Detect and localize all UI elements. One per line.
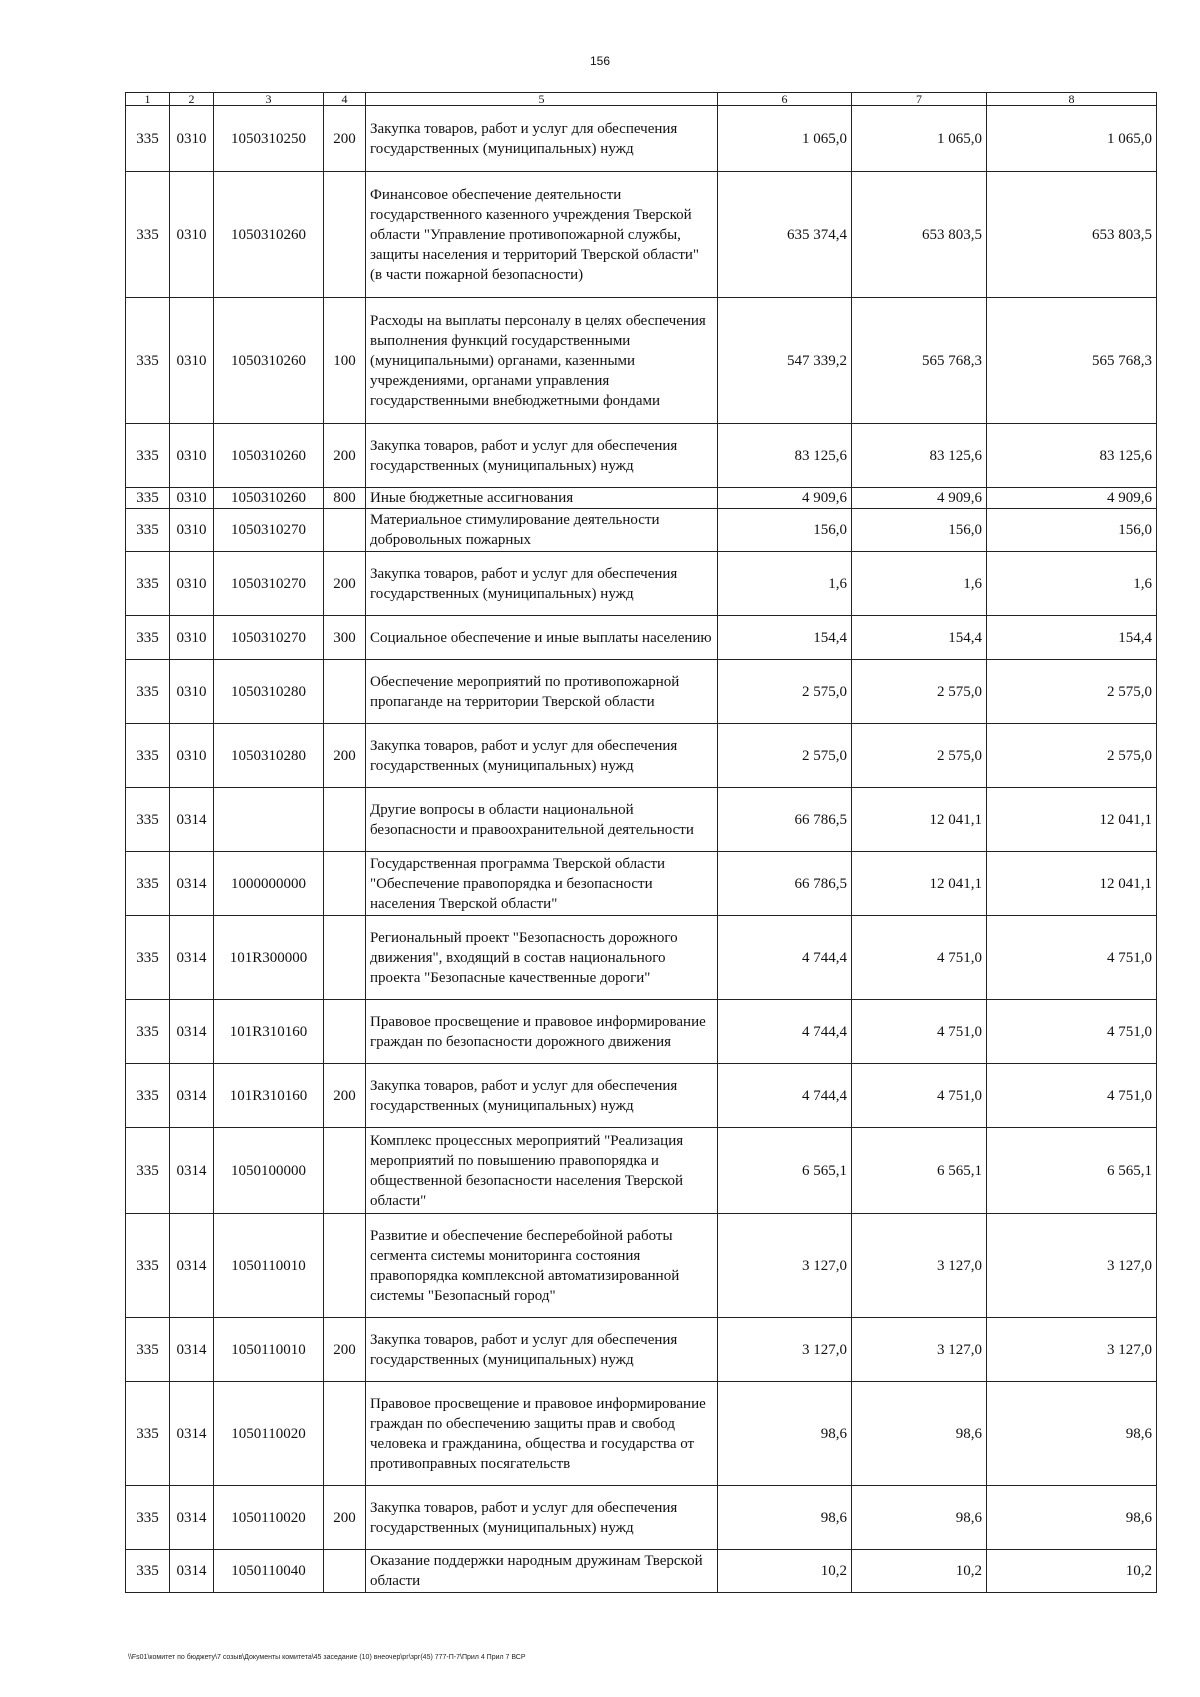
cell-ministry-code: 335 xyxy=(126,724,170,788)
cell-section-code: 0314 xyxy=(170,916,214,1000)
cell-amount-7: 3 127,0 xyxy=(852,1318,987,1382)
cell-ministry-code: 335 xyxy=(126,106,170,172)
cell-target-article: 101R300000 xyxy=(214,916,324,1000)
column-header-5: 5 xyxy=(366,93,718,106)
cell-amount-8: 565 768,3 xyxy=(987,298,1157,424)
cell-amount-8: 1 065,0 xyxy=(987,106,1157,172)
cell-ministry-code: 335 xyxy=(126,509,170,552)
cell-target-article: 1000000000 xyxy=(214,852,324,916)
cell-amount-7: 653 803,5 xyxy=(852,172,987,298)
cell-amount-6: 98,6 xyxy=(718,1486,852,1550)
file-path-footer: \\Fs01\комитет по бюджету\7 созыв\Документы комитета\45 заседание (10) внеочер\рг\зрг(45) 777-П-7\Прил 4 Прил 7 ВСР xyxy=(128,1654,526,1661)
cell-amount-6: 4 909,6 xyxy=(718,488,852,509)
cell-amount-6: 4 744,4 xyxy=(718,1064,852,1128)
cell-amount-7: 156,0 xyxy=(852,509,987,552)
cell-section-code: 0314 xyxy=(170,1318,214,1382)
cell-amount-7: 2 575,0 xyxy=(852,660,987,724)
cell-target-article: 1050310270 xyxy=(214,616,324,660)
cell-amount-6: 66 786,5 xyxy=(718,788,852,852)
cell-section-code: 0314 xyxy=(170,852,214,916)
cell-section-code: 0310 xyxy=(170,724,214,788)
column-header-6: 6 xyxy=(718,93,852,106)
table-row xyxy=(126,1128,1157,1214)
table-row xyxy=(126,916,1157,1000)
cell-section-code: 0310 xyxy=(170,172,214,298)
cell-expense-type xyxy=(324,509,366,552)
cell-expense-type: 100 xyxy=(324,298,366,424)
cell-description: Закупка товаров, работ и услуг для обеспечения государственных (муниципальных) нужд xyxy=(366,106,718,172)
cell-ministry-code: 335 xyxy=(126,552,170,616)
cell-description: Финансовое обеспечение деятельности государственного казенного учреждения Тверской области "Управление противопожарной службы, защиты населения и территорий Тверской области" (в части пожарной безопасности) xyxy=(366,172,718,298)
page-number: 156 xyxy=(589,54,611,68)
cell-expense-type xyxy=(324,788,366,852)
cell-description: Закупка товаров, работ и услуг для обеспечения государственных (муниципальных) нужд xyxy=(366,1486,718,1550)
cell-amount-6: 10,2 xyxy=(718,1550,852,1593)
cell-description: Материальное стимулирование деятельности добровольных пожарных xyxy=(366,509,718,552)
cell-description: Обеспечение мероприятий по противопожарной пропаганде на территории Тверской области xyxy=(366,660,718,724)
cell-expense-type xyxy=(324,172,366,298)
cell-target-article: 1050100000 xyxy=(214,1128,324,1214)
cell-section-code: 0314 xyxy=(170,1550,214,1593)
cell-ministry-code: 335 xyxy=(126,1486,170,1550)
cell-description: Иные бюджетные ассигнования xyxy=(366,488,718,509)
cell-target-article: 1050110020 xyxy=(214,1486,324,1550)
cell-target-article: 1050310260 xyxy=(214,298,324,424)
cell-amount-6: 98,6 xyxy=(718,1382,852,1486)
table-row xyxy=(126,660,1157,724)
table-row xyxy=(126,298,1157,424)
cell-amount-6: 1 065,0 xyxy=(718,106,852,172)
table-row xyxy=(126,509,1157,552)
cell-description: Правовое просвещение и правовое информирование граждан по обеспечению защиты прав и свобод человека и гражданина, общества и государства от противоправных посягательств xyxy=(366,1382,718,1486)
cell-expense-type xyxy=(324,852,366,916)
cell-description: Закупка товаров, работ и услуг для обеспечения государственных (муниципальных) нужд xyxy=(366,424,718,488)
cell-description: Расходы на выплаты персоналу в целях обеспечения выполнения функций государственными (муниципальными) органами, казенными учреждениями, органами управления государственными внебюджетными фондами xyxy=(366,298,718,424)
cell-amount-6: 3 127,0 xyxy=(718,1318,852,1382)
cell-section-code: 0310 xyxy=(170,488,214,509)
cell-expense-type xyxy=(324,1550,366,1593)
cell-amount-7: 83 125,6 xyxy=(852,424,987,488)
cell-expense-type xyxy=(324,1000,366,1064)
table-row xyxy=(126,724,1157,788)
cell-amount-7: 98,6 xyxy=(852,1486,987,1550)
cell-ministry-code: 335 xyxy=(126,852,170,916)
cell-description: Развитие и обеспечение бесперебойной работы сегмента системы мониторинга состояния правопорядка комплексной автоматизированной системы "Безопасный город" xyxy=(366,1214,718,1318)
column-header-2: 2 xyxy=(170,93,214,106)
table-row xyxy=(126,1550,1157,1593)
cell-amount-8: 1,6 xyxy=(987,552,1157,616)
cell-amount-8: 3 127,0 xyxy=(987,1318,1157,1382)
cell-amount-8: 4 751,0 xyxy=(987,916,1157,1000)
cell-target-article: 1050310260 xyxy=(214,424,324,488)
cell-description: Региональный проект "Безопасность дорожного движения", входящий в состав национального проекта "Безопасные качественные дороги" xyxy=(366,916,718,1000)
cell-amount-6: 4 744,4 xyxy=(718,1000,852,1064)
cell-section-code: 0314 xyxy=(170,1000,214,1064)
cell-amount-8: 6 565,1 xyxy=(987,1128,1157,1214)
table-row xyxy=(126,1064,1157,1128)
table-body xyxy=(126,106,1157,1593)
cell-amount-7: 4 751,0 xyxy=(852,916,987,1000)
cell-ministry-code: 335 xyxy=(126,788,170,852)
cell-amount-7: 4 909,6 xyxy=(852,488,987,509)
cell-target-article: 1050310270 xyxy=(214,509,324,552)
cell-target-article: 1050310260 xyxy=(214,488,324,509)
cell-expense-type xyxy=(324,660,366,724)
cell-expense-type xyxy=(324,1128,366,1214)
cell-ministry-code: 335 xyxy=(126,1000,170,1064)
cell-amount-6: 1,6 xyxy=(718,552,852,616)
table-row xyxy=(126,1318,1157,1382)
cell-amount-8: 156,0 xyxy=(987,509,1157,552)
cell-section-code: 0310 xyxy=(170,106,214,172)
table-row xyxy=(126,488,1157,509)
cell-amount-8: 3 127,0 xyxy=(987,1214,1157,1318)
cell-amount-6: 635 374,4 xyxy=(718,172,852,298)
cell-ministry-code: 335 xyxy=(126,916,170,1000)
cell-amount-7: 98,6 xyxy=(852,1382,987,1486)
cell-expense-type: 200 xyxy=(324,106,366,172)
cell-amount-8: 2 575,0 xyxy=(987,724,1157,788)
cell-section-code: 0310 xyxy=(170,509,214,552)
cell-amount-7: 565 768,3 xyxy=(852,298,987,424)
cell-section-code: 0310 xyxy=(170,424,214,488)
cell-amount-8: 4 751,0 xyxy=(987,1000,1157,1064)
cell-amount-7: 4 751,0 xyxy=(852,1064,987,1128)
cell-expense-type xyxy=(324,1214,366,1318)
cell-expense-type xyxy=(324,916,366,1000)
cell-amount-7: 12 041,1 xyxy=(852,852,987,916)
cell-description: Оказание поддержки народным дружинам Тверской области xyxy=(366,1550,718,1593)
cell-ministry-code: 335 xyxy=(126,1064,170,1128)
table-row xyxy=(126,424,1157,488)
cell-expense-type xyxy=(324,1382,366,1486)
cell-expense-type: 200 xyxy=(324,1318,366,1382)
column-header-4: 4 xyxy=(324,93,366,106)
cell-section-code: 0314 xyxy=(170,1064,214,1128)
cell-target-article: 101R310160 xyxy=(214,1000,324,1064)
cell-target-article: 1050110010 xyxy=(214,1214,324,1318)
cell-target-article: 1050110040 xyxy=(214,1550,324,1593)
budget-table xyxy=(125,92,1157,1593)
table-row xyxy=(126,616,1157,660)
cell-target-article: 1050310250 xyxy=(214,106,324,172)
cell-ministry-code: 335 xyxy=(126,1550,170,1593)
cell-expense-type: 800 xyxy=(324,488,366,509)
table-row xyxy=(126,552,1157,616)
column-header-1: 1 xyxy=(126,93,170,106)
cell-amount-6: 66 786,5 xyxy=(718,852,852,916)
cell-description: Другие вопросы в области национальной безопасности и правоохранительной деятельности xyxy=(366,788,718,852)
cell-section-code: 0314 xyxy=(170,1214,214,1318)
cell-description: Социальное обеспечение и иные выплаты населению xyxy=(366,616,718,660)
cell-amount-8: 4 751,0 xyxy=(987,1064,1157,1128)
cell-section-code: 0314 xyxy=(170,1382,214,1486)
cell-target-article: 1050110020 xyxy=(214,1382,324,1486)
cell-amount-6: 4 744,4 xyxy=(718,916,852,1000)
cell-section-code: 0314 xyxy=(170,1128,214,1214)
cell-ministry-code: 335 xyxy=(126,616,170,660)
cell-amount-6: 547 339,2 xyxy=(718,298,852,424)
cell-description: Правовое просвещение и правовое информирование граждан по безопасности дорожного движения xyxy=(366,1000,718,1064)
cell-section-code: 0314 xyxy=(170,1486,214,1550)
cell-description: Закупка товаров, работ и услуг для обеспечения государственных (муниципальных) нужд xyxy=(366,724,718,788)
cell-amount-8: 12 041,1 xyxy=(987,852,1157,916)
cell-amount-7: 3 127,0 xyxy=(852,1214,987,1318)
table-header xyxy=(126,93,1157,106)
cell-section-code: 0314 xyxy=(170,788,214,852)
cell-ministry-code: 335 xyxy=(126,660,170,724)
cell-target-article: 1050110010 xyxy=(214,1318,324,1382)
cell-ministry-code: 335 xyxy=(126,1214,170,1318)
column-header-7: 7 xyxy=(852,93,987,106)
cell-amount-7: 4 751,0 xyxy=(852,1000,987,1064)
cell-amount-7: 2 575,0 xyxy=(852,724,987,788)
table-row xyxy=(126,1000,1157,1064)
cell-target-article: 1050310270 xyxy=(214,552,324,616)
cell-description: Закупка товаров, работ и услуг для обеспечения государственных (муниципальных) нужд xyxy=(366,1318,718,1382)
cell-expense-type: 300 xyxy=(324,616,366,660)
cell-amount-7: 1 065,0 xyxy=(852,106,987,172)
header-row xyxy=(126,93,1157,106)
cell-amount-6: 156,0 xyxy=(718,509,852,552)
column-header-3: 3 xyxy=(214,93,324,106)
cell-amount-7: 10,2 xyxy=(852,1550,987,1593)
cell-section-code: 0310 xyxy=(170,660,214,724)
table-row xyxy=(126,1214,1157,1318)
cell-description: Комплекс процессных мероприятий "Реализация мероприятий по повышению правопорядка и общественной безопасности населения Тверской области" xyxy=(366,1128,718,1214)
cell-expense-type: 200 xyxy=(324,424,366,488)
cell-amount-8: 83 125,6 xyxy=(987,424,1157,488)
cell-target-article: 101R310160 xyxy=(214,1064,324,1128)
cell-amount-8: 4 909,6 xyxy=(987,488,1157,509)
cell-section-code: 0310 xyxy=(170,298,214,424)
table-row xyxy=(126,1382,1157,1486)
cell-amount-8: 98,6 xyxy=(987,1486,1157,1550)
cell-description: Закупка товаров, работ и услуг для обеспечения государственных (муниципальных) нужд xyxy=(366,1064,718,1128)
table-row xyxy=(126,788,1157,852)
cell-amount-8: 12 041,1 xyxy=(987,788,1157,852)
cell-section-code: 0310 xyxy=(170,616,214,660)
cell-amount-7: 12 041,1 xyxy=(852,788,987,852)
table-row xyxy=(126,1486,1157,1550)
table-row xyxy=(126,852,1157,916)
cell-description: Закупка товаров, работ и услуг для обеспечения государственных (муниципальных) нужд xyxy=(366,552,718,616)
cell-amount-8: 2 575,0 xyxy=(987,660,1157,724)
cell-expense-type: 200 xyxy=(324,1486,366,1550)
cell-section-code: 0310 xyxy=(170,552,214,616)
cell-amount-6: 6 565,1 xyxy=(718,1128,852,1214)
cell-amount-6: 2 575,0 xyxy=(718,724,852,788)
cell-ministry-code: 335 xyxy=(126,172,170,298)
cell-expense-type: 200 xyxy=(324,724,366,788)
cell-amount-8: 653 803,5 xyxy=(987,172,1157,298)
cell-ministry-code: 335 xyxy=(126,488,170,509)
cell-ministry-code: 335 xyxy=(126,424,170,488)
cell-ministry-code: 335 xyxy=(126,298,170,424)
cell-amount-6: 2 575,0 xyxy=(718,660,852,724)
cell-target-article: 1050310280 xyxy=(214,724,324,788)
table-row xyxy=(126,106,1157,172)
table-row xyxy=(126,172,1157,298)
cell-description: Государственная программа Тверской области "Обеспечение правопорядка и безопасности населения Тверской области" xyxy=(366,852,718,916)
cell-target-article: 1050310280 xyxy=(214,660,324,724)
cell-amount-7: 154,4 xyxy=(852,616,987,660)
cell-expense-type: 200 xyxy=(324,1064,366,1128)
cell-amount-7: 6 565,1 xyxy=(852,1128,987,1214)
cell-target-article xyxy=(214,788,324,852)
cell-ministry-code: 335 xyxy=(126,1382,170,1486)
cell-amount-8: 98,6 xyxy=(987,1382,1157,1486)
cell-amount-7: 1,6 xyxy=(852,552,987,616)
cell-target-article: 1050310260 xyxy=(214,172,324,298)
cell-amount-6: 83 125,6 xyxy=(718,424,852,488)
column-header-8: 8 xyxy=(987,93,1157,106)
cell-amount-8: 10,2 xyxy=(987,1550,1157,1593)
cell-amount-6: 3 127,0 xyxy=(718,1214,852,1318)
cell-ministry-code: 335 xyxy=(126,1318,170,1382)
cell-amount-6: 154,4 xyxy=(718,616,852,660)
cell-expense-type: 200 xyxy=(324,552,366,616)
cell-ministry-code: 335 xyxy=(126,1128,170,1214)
cell-amount-8: 154,4 xyxy=(987,616,1157,660)
